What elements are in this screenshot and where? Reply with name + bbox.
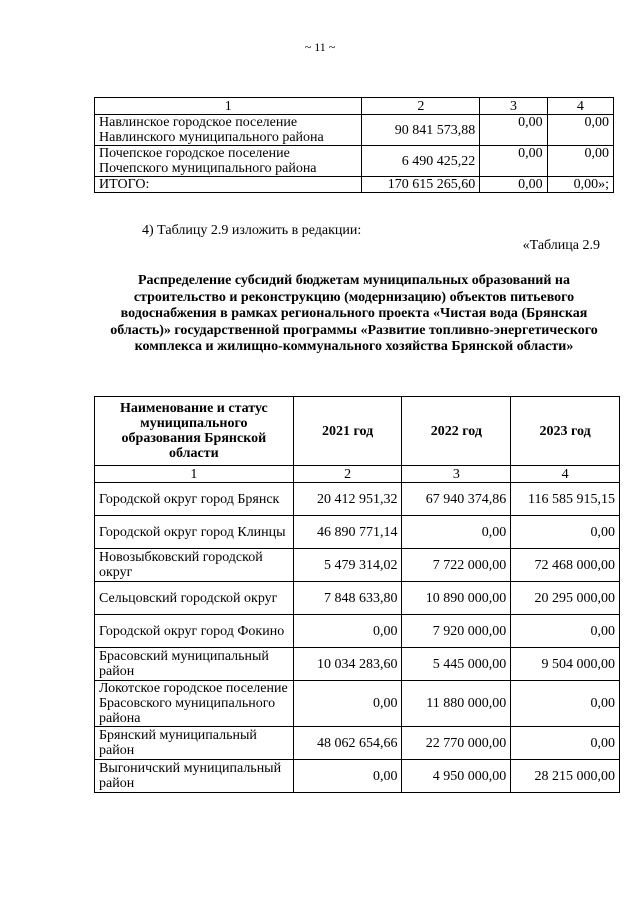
table-row bbox=[95, 115, 614, 146]
value-2022: 4 950 000,00 bbox=[402, 760, 511, 793]
table-body bbox=[95, 483, 620, 793]
table-row bbox=[95, 615, 620, 648]
value-2023: 0,00 bbox=[511, 727, 620, 760]
value-2023: 9 504 000,00 bbox=[511, 648, 620, 681]
value-2023: 116 585 915,15 bbox=[511, 483, 620, 516]
value-2023: 0,00 bbox=[511, 681, 620, 727]
table-row bbox=[95, 549, 620, 582]
row-name: Выгоничский муниципальный район bbox=[95, 760, 294, 793]
col-4-header: 4 bbox=[547, 98, 613, 115]
total-2021: 170 615 265,60 bbox=[362, 177, 480, 193]
value-2022: 7 920 000,00 bbox=[402, 615, 511, 648]
value-2022: 0,00 bbox=[402, 516, 511, 549]
total-label: ИТОГО: bbox=[95, 177, 362, 193]
table-row bbox=[95, 582, 620, 615]
total-2022: 0,00 bbox=[480, 177, 547, 193]
value-2022: 67 940 374,86 bbox=[402, 483, 511, 516]
row-name: Новозыбковский городской округ bbox=[95, 549, 294, 582]
table-total-row bbox=[95, 177, 614, 193]
header-2023: 2023 год bbox=[511, 397, 620, 466]
page-number: ~ 11 ~ bbox=[304, 40, 336, 54]
value-2022: 10 890 000,00 bbox=[402, 582, 511, 615]
value-2022: 5 445 000,00 bbox=[402, 648, 511, 681]
value-2023: 0,00 bbox=[511, 615, 620, 648]
index-3: 3 bbox=[402, 466, 511, 483]
value-2021: 90 841 573,88 bbox=[362, 115, 480, 146]
value-2021: 0,00 bbox=[293, 615, 402, 648]
row-name: Сельцовский городской округ bbox=[95, 582, 294, 615]
value-2023: 72 468 000,00 bbox=[511, 549, 620, 582]
row-name: Городской округ город Клинцы bbox=[95, 516, 294, 549]
row-name: Почепское городское поселение Почепского муниципального района bbox=[95, 146, 362, 177]
value-2022: 11 880 000,00 bbox=[402, 681, 511, 727]
value-2021: 46 890 771,14 bbox=[293, 516, 402, 549]
table-header-row bbox=[95, 397, 620, 466]
value-2023: 28 215 000,00 bbox=[511, 760, 620, 793]
table-continuation bbox=[94, 97, 614, 193]
header-2022: 2022 год bbox=[402, 397, 511, 466]
table-row bbox=[95, 483, 620, 516]
table-row bbox=[95, 727, 620, 760]
index-2: 2 bbox=[293, 466, 402, 483]
row-name: Навлинское городское поселение Навлинского муниципального района bbox=[95, 115, 362, 146]
index-4: 4 bbox=[511, 466, 620, 483]
row-name: Брянский муниципальный район bbox=[95, 727, 294, 760]
value-2021: 7 848 633,80 bbox=[293, 582, 402, 615]
row-name: Городской округ город Брянск bbox=[95, 483, 294, 516]
col-3-header: 3 bbox=[480, 98, 547, 115]
col-1-header: 1 bbox=[95, 98, 362, 115]
table-row bbox=[95, 648, 620, 681]
value-2023: 20 295 000,00 bbox=[511, 582, 620, 615]
value-2021: 0,00 bbox=[293, 760, 402, 793]
table-row bbox=[95, 516, 620, 549]
value-2023: 0,00 bbox=[547, 115, 613, 146]
value-2022: 22 770 000,00 bbox=[402, 727, 511, 760]
value-2021: 6 490 425,22 bbox=[362, 146, 480, 177]
table-index-row bbox=[95, 466, 620, 483]
header-name: Наименование и статус муниципального образования Брянской области bbox=[95, 397, 294, 466]
value-2021: 10 034 283,60 bbox=[293, 648, 402, 681]
row-name: Локотское городское поселение Брасовского муниципального района bbox=[95, 681, 294, 727]
table-row bbox=[95, 146, 614, 177]
value-2021: 0,00 bbox=[293, 681, 402, 727]
total-2023: 0,00»; bbox=[547, 177, 613, 193]
col-2-header: 2 bbox=[362, 98, 480, 115]
table-title: Распределение субсидий бюджетам муниципальных образований на строительство и реконструкцию (модернизацию) объектов питьевого водоснабжения в рамках регионального проекта «Чистая вода (Брянская область)» государственной программы «Развитие топливно-энергетического комплекса и жилищно-коммунального хозяйства Брянской области» bbox=[110, 273, 598, 354]
value-2021: 5 479 314,02 bbox=[293, 549, 402, 582]
row-name: Городской округ город Фокино bbox=[95, 615, 294, 648]
header-2021: 2021 год bbox=[293, 397, 402, 466]
row-name: Брасовский муниципальный район bbox=[95, 648, 294, 681]
table-header-row bbox=[95, 98, 614, 115]
value-2021: 20 412 951,32 bbox=[293, 483, 402, 516]
value-2021: 48 062 654,66 bbox=[293, 727, 402, 760]
index-1: 1 bbox=[95, 466, 294, 483]
value-2023: 0,00 bbox=[511, 516, 620, 549]
subsidy-table bbox=[94, 396, 620, 793]
table-caption: «Таблица 2.9 bbox=[522, 238, 600, 253]
value-2022: 7 722 000,00 bbox=[402, 549, 511, 582]
value-2022: 0,00 bbox=[480, 115, 547, 146]
value-2022: 0,00 bbox=[480, 146, 547, 177]
value-2023: 0,00 bbox=[547, 146, 613, 177]
instruction-text: 4) Таблицу 2.9 изложить в редакции: bbox=[142, 223, 362, 238]
table-row bbox=[95, 681, 620, 727]
table-row bbox=[95, 760, 620, 793]
